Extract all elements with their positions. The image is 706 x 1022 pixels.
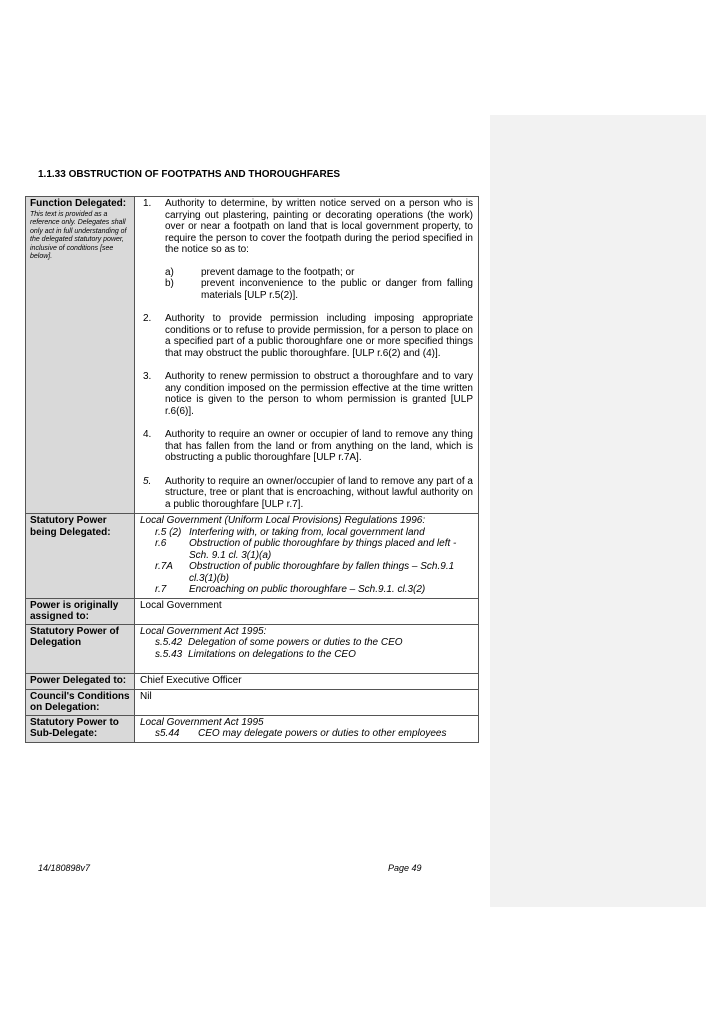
function-item [140,429,474,464]
document-number: 14/180898v7 [38,863,91,873]
function-delegated-note: This text is provided as a reference only. Delegates shall only act in full understanding of the delegated statutory power, inclusive of conditions [see below]. [30,210,127,261]
comments-pane [490,115,706,907]
statutory-act: Local Government (Uniform Local Provisions) Regulations 1996: [140,515,426,526]
delegated-to-value: Chief Executive Officer [135,674,479,690]
ref-text: CEO may delegate powers or duties to other employees [198,728,447,739]
sub-delegate-label: Statutory Power to Sub-Delegate: [26,715,135,742]
item-text: Authority to renew permission to obstruct a thoroughfare and to vary any condition imposed on the permission effective at the time written notice is given to the person to whom permission is granted [ULP r.6(6)]. [165,371,473,417]
delegation-act: Local Government Act 1995: [140,625,267,637]
function-item [140,476,474,511]
item-text: Authority to require an owner/occupier of land to remove any part of a structure, tree or plant that is encroaching, without lawful authority on a public thoroughfare [ULP r.7]. [165,475,473,510]
ref-text: Limitations on delegations to the CEO [188,648,356,660]
function-item [140,371,474,417]
ref-key: s.5.43 [155,648,183,660]
item-number: 5. [143,475,152,487]
sub-delegate-value [135,715,479,742]
ref-key: r.5 (2) [155,526,182,538]
row-statutory-delegation [26,624,479,674]
statutory-delegation-value [135,624,479,674]
ref-text: Obstruction of public thoroughfare by fallen things – Sch.9.1 cl.3(1)(b) [189,561,455,584]
function-items [135,197,479,514]
row-delegated-to [26,674,479,690]
delegation-ref [140,637,474,649]
item-text: Authority to require an owner or occupier of land to remove any thing that has fallen from the land or from anything on the land, which is obstructing a public thoroughfare [ULP r.7A]. [165,429,473,463]
ref-key: r.7 [155,584,167,595]
statutory-ref [140,584,474,596]
sub-delegate-ref [140,728,474,740]
ref-text: Interfering with, or taking from, local government land [189,526,425,538]
ref-text: Delegation of some powers or duties to the CEO [188,637,403,648]
council-conditions-label: Council's Conditions on Delegation: [26,689,135,715]
row-original-power [26,598,479,624]
sub-item-number: a) [165,266,174,278]
function-item [140,313,474,359]
item-number: 3. [143,371,152,382]
page-number: Page 49 [388,863,422,873]
sub-item [165,278,473,301]
original-power-label: Power is originally assigned to: [26,598,135,624]
council-conditions-value: Nil [135,689,479,715]
ref-text: Obstruction of public thoroughfare by things placed and left - Sch. 9.1 cl. 3(1)(a) [189,538,457,561]
sub-item [165,267,473,279]
statutory-power-value [135,514,479,599]
sub-item-text: prevent inconvenience to the public or danger from falling materials [ULP r.5(2)]. [201,278,473,301]
ref-key: s5.44 [155,728,180,739]
item-number: 1. [143,198,152,209]
item-text: Authority to determine, by written notice served on a person who is carrying out plastering, painting or decorating operations (the work) over or near a footpath on land that is local government property, to require the person to cover the footpath during the period specified in the notice so as to: [165,198,473,255]
statutory-power-label: Statutory Power being Delegated: [26,514,135,599]
row-statutory-power [26,514,479,599]
ref-key: s.5.42 [155,637,183,648]
item-number: 4. [143,429,152,440]
ref-text: Encroaching on public thoroughfare – Sch.9.1. cl.3(2) [189,584,426,595]
statutory-ref [140,527,474,539]
sub-item-text: prevent damage to the footpath; or [201,266,355,278]
item-number: 2. [143,313,152,324]
delegation-ref [140,649,474,661]
row-function-delegated [26,197,479,514]
sub-item-number: b) [165,278,174,289]
ref-key: r.7A [155,561,173,572]
sub-delegate-act: Local Government Act 1995 [140,716,264,728]
ref-key: r.6 [155,538,167,549]
delegation-table [25,196,479,743]
original-power-value: Local Government [135,598,479,624]
function-delegated-label: Function Delegated: [30,198,127,209]
item-text: Authority to provide permission including imposing appropriate conditions or to refuse to provide permission, for a person to place on a specified part of a public thoroughfare one or more specified things that may obstruct the public thoroughfare. [ULP r.6(2) and (4)]. [165,313,473,359]
statutory-ref [140,538,474,561]
row-council-conditions [26,689,479,715]
section-heading: 1.1.33 OBSTRUCTION OF FOOTPATHS AND THOROUGHFARES [38,169,341,180]
delegated-to-label: Power Delegated to: [26,674,135,690]
function-item [140,198,474,301]
row-sub-delegate [26,715,479,742]
statutory-delegation-label: Statutory Power of Delegation [26,624,135,674]
label-cell [26,197,135,514]
statutory-ref [140,561,474,584]
